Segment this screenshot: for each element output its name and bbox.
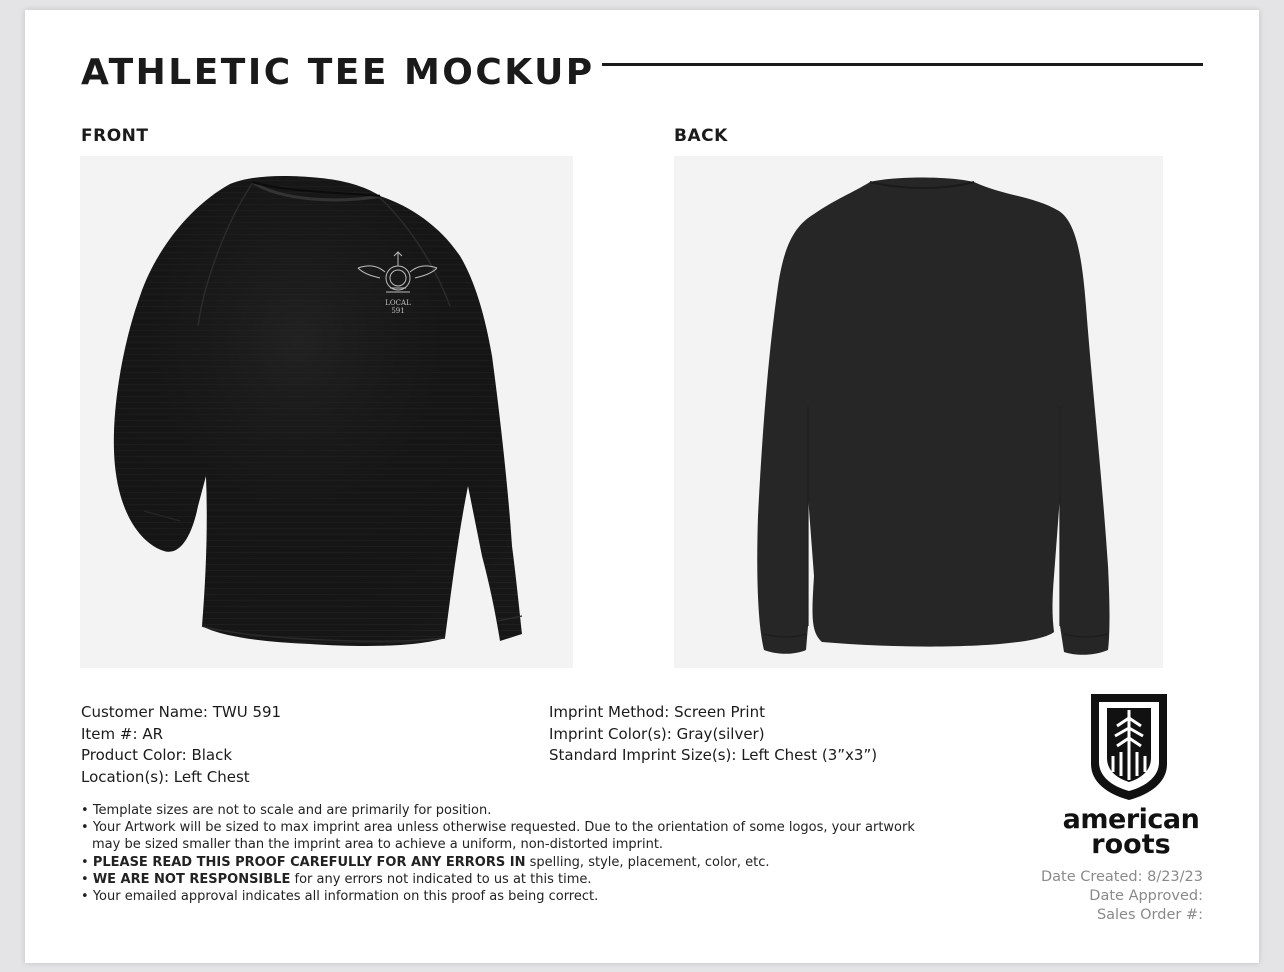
details-right xyxy=(549,702,877,767)
proof-sheet xyxy=(25,10,1259,963)
title-rule xyxy=(602,63,1203,66)
note-item: • PLEASE READ THIS PROOF CAREFULLY FOR ANY ERRORS IN spelling, style, placement, color, etc. xyxy=(81,854,770,870)
american-roots-shield-icon xyxy=(1055,692,1205,802)
imprint-method-row: Imprint Method: Screen Print xyxy=(549,703,765,721)
location-row: Location(s): Left Chest xyxy=(81,767,250,786)
imprint-color-row: Imprint Color(s): Gray(silver) xyxy=(549,724,765,743)
front-shirt-image xyxy=(80,156,573,668)
customer-name-row: Customer Name: TWU 591 xyxy=(81,703,282,721)
back-label: BACK xyxy=(674,126,728,146)
note-item: • Your Artwork will be sized to max imprint area unless otherwise requested. Due to the orientation of some logos, your artwork may be sized smaller than the imprint area to achieve a uniform, non-distorted imprint. xyxy=(81,820,915,853)
chest-print-line2: 591 xyxy=(391,307,405,315)
back-shirt-image xyxy=(674,156,1163,668)
date-approved: Date Approved: xyxy=(1089,888,1203,904)
brand-wordmark: american roots xyxy=(1062,804,1200,860)
page-title: ATHLETIC TEE MOCKUP xyxy=(81,52,595,93)
note-item: • Template sizes are not to scale and are primarily for position. xyxy=(81,803,492,818)
front-mockup-panel xyxy=(80,156,573,668)
proof-dates xyxy=(1041,868,1203,925)
back-mockup-panel xyxy=(674,156,1163,668)
details-left xyxy=(81,702,281,788)
front-label: FRONT xyxy=(81,126,149,146)
imprint-size-row: Standard Imprint Size(s): Left Chest (3”x3”) xyxy=(549,746,878,764)
product-color-row: Product Color: Black xyxy=(81,746,233,764)
sales-order-number: Sales Order #: xyxy=(1096,907,1203,923)
note-item: • Your emailed approval indicates all information on this proof as being correct. xyxy=(81,889,599,905)
date-created: Date Created: 8/23/23 xyxy=(1040,869,1203,885)
chest-print-line1: LOCAL xyxy=(385,299,411,307)
note-item: • WE ARE NOT RESPONSIBLE for any errors not indicated to us at this time. xyxy=(81,871,592,887)
item-number-row: Item #: AR xyxy=(81,724,164,743)
proof-notes xyxy=(81,802,921,905)
